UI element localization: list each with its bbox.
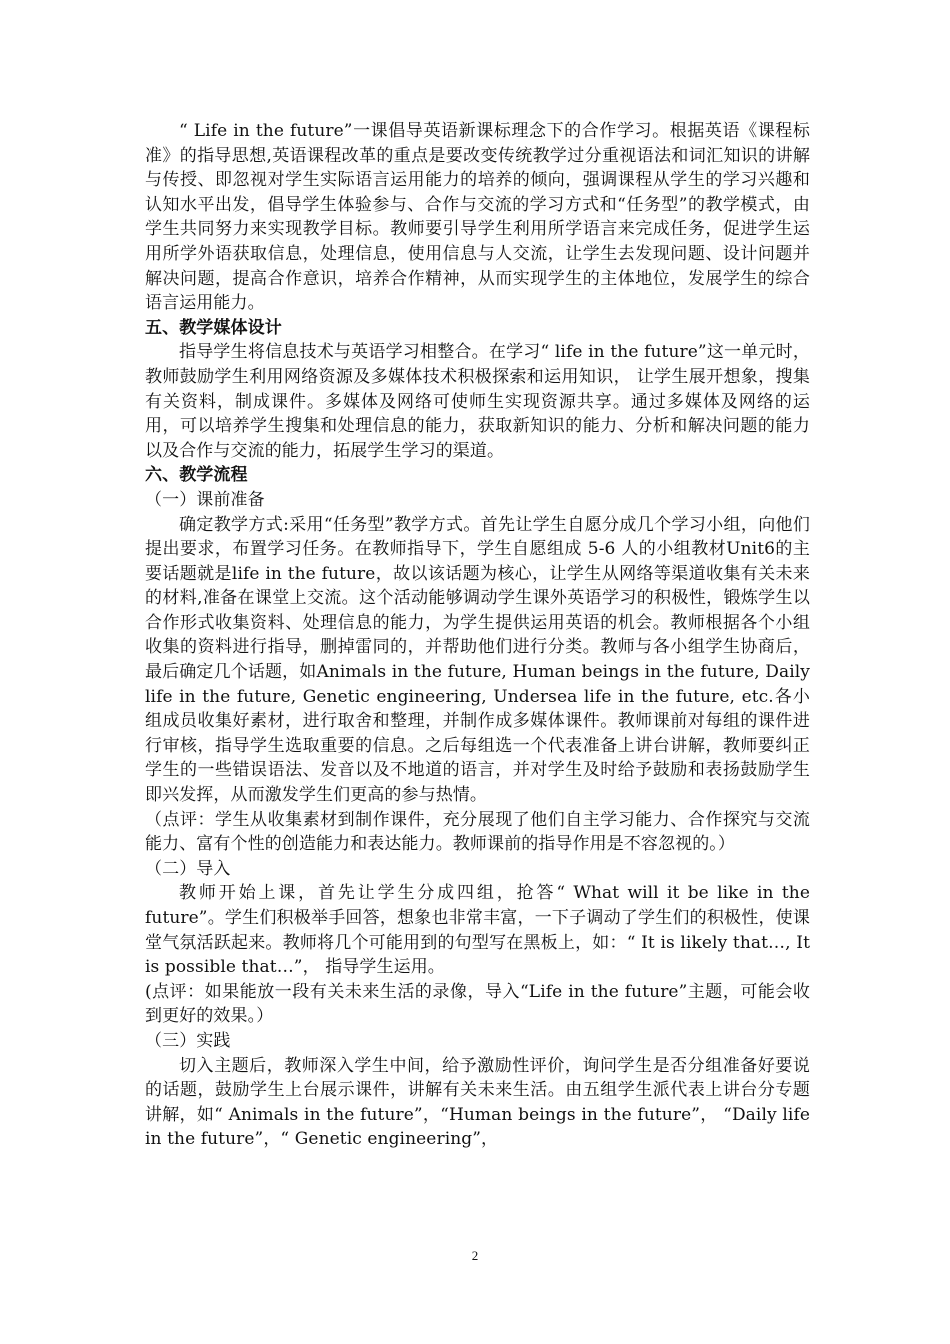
subheading-lead-in: （二）导入 bbox=[145, 858, 231, 879]
paragraph-preparation: 确定教学方式:采用“任务型”教学方式。首先让学生自愿分成几个学习小组，向他们提出要求，布置学习任务。在教师指导下，学生自愿组成 5-6 人的小组教材Unit6的主要话题就是life in the future，故以该话题为核心，让学生从网络等渠道收集有关未来的材料,准备在课堂上交流。这个活动能够调动学生课外英语学习的积极性，锻炼学生以合作形式收集资料、处理信息的能力，为学生提供运用英语的机会。教师根据各个小组收集的资料进行指导，删掉雷同的，并帮助他们进行分类。教师与各小组学生协商后，最后确定几个话题，如Animals in the future, Human beings in the future, Daily life in the future, Genetic engineering, Undersea life in the future, etc.各小组成员收集好素材，进行取舍和整理，并制作成多媒体课件。教师课前对每组的课件进行审核，指导学生选取重要的信息。之后每组选一个代表准备上讲台讲解，教师要纠正学生的一些错误语法、发音以及不地道的语言，并对学生及时给予鼓励和表扬鼓励学生即兴发挥，从而激发学生们更高的参与热情。 bbox=[145, 514, 810, 806]
subheading-preparation: （一）课前准备 bbox=[145, 489, 265, 510]
paragraph-lead-in: 教师开始上课，首先让学生分成四组，抢答“ What will it be like in the future”。学生们积极举手回答，想象也非常丰富，一下子调动了学生们的积极性，使课堂气氛活跃起来。教师将几个可能用到的句型写在黑板上，如：“ It is likely that…, It is possible that…”， 指导学生运用。 bbox=[145, 883, 810, 978]
page-number: 2 bbox=[471, 1248, 479, 1263]
paragraph-cooperative-learning: “ Life in the future”一课倡导英语新课标理念下的合作学习。根据英语《课程标准》的指导思想,英语课程改革的重点是要改变传统教学过分重视语法和词汇知识的讲解与传授、即忽视对学生实际语言运用能力的培养的倾向，强调课程从学生的学习兴趣和认知水平出发，倡导学生体验参与、合作与交流的学习方式和“任务型”的教学模式，由学生共同努力来实现教学目标。教师要引导学生利用所学语言来完成任务，促进学生运用所学外语获取信息，处理信息，使用信息与人交流，让学生去发现问题、设计问题并解决问题，提高合作意识，培养合作精神，从而实现学生的主体地位，发展学生的综合语言运用能力。 bbox=[145, 121, 810, 314]
page-content bbox=[145, 119, 810, 1152]
subheading-practice: （三）实践 bbox=[145, 1030, 231, 1051]
paragraph-media-design: 指导学生将信息技术与英语学习相整合。在学习“ life in the future”这一单元时，教师鼓励学生利用网络资源及多媒体技术积极探索和运用知识， 让学生展开想象，搜集有关资料，制成课件。多媒体及网络可使师生实现资源共享。通过多媒体及网络的运用，可以培养学生搜集和处理信息的能力，获取新知识的能力、分析和解决问题的能力以及合作与交流的能力，拓展学生学习的渠道。 bbox=[145, 342, 810, 461]
section-heading-media-design: 五、教学媒体设计 bbox=[145, 317, 282, 338]
comment-preparation: （点评：学生从收集素材到制作课件，充分展现了他们自主学习能力、合作探究与交流能力、富有个性的创造能力和表达能力。教师课前的指导作用是不容忽视的。） bbox=[145, 809, 810, 855]
comment-lead-in: (点评：如果能放一段有关未来生活的录像，导入“Life in the future”主题，可能会收到更好的效果。） bbox=[145, 981, 810, 1027]
section-heading-teaching-process: 六、教学流程 bbox=[145, 465, 248, 486]
paragraph-practice: 切入主题后，教师深入学生中间，给予激励性评价，询问学生是否分组准备好要说的话题，鼓励学生上台展示课件，讲解有关未来生活。由五组学生派代表上讲台分专题讲解，如“ Animals in the future”，“Human beings in the future”， “Daily life in the future”，“ Genetic engineering”， bbox=[145, 1055, 810, 1150]
